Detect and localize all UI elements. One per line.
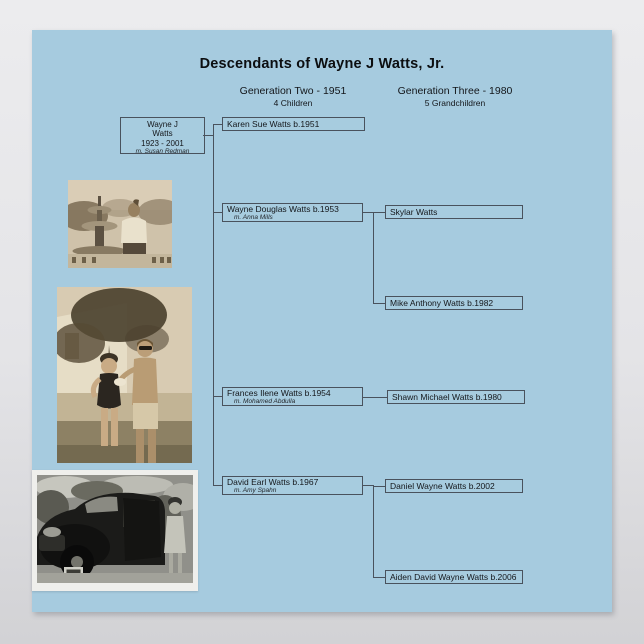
- person-name: Skylar Watts: [390, 207, 438, 217]
- generation-three-header: [355, 85, 555, 108]
- connector-line: [373, 212, 374, 303]
- connector-line: [363, 397, 387, 398]
- node-daniel-wayne-watts: [385, 479, 523, 493]
- poster-title: Descendants of Wayne J Watts, Jr.: [199, 56, 445, 72]
- node-shawn-michael-watts: [387, 390, 525, 404]
- person-name: Mike Anthony Watts b.1982: [390, 298, 494, 308]
- connector-line: [373, 212, 385, 213]
- sepia-photo-image: [68, 180, 172, 268]
- family-tree-poster: [32, 30, 612, 612]
- person-name: Shawn Michael Watts b.1980: [392, 392, 502, 402]
- generation-three-sublabel: 5 Grandchildren: [424, 98, 486, 108]
- connector-line: [363, 485, 373, 486]
- person-marriage: m. Anna Mills: [234, 214, 273, 222]
- connector-line: [373, 577, 385, 578]
- person-name: Aiden David Wayne Watts b.2006: [390, 572, 517, 582]
- person-marriage: m. Amy Spahn: [234, 487, 277, 495]
- person-marriage: m. Susan Redman: [135, 148, 190, 156]
- person-name: Frances Ilene Watts b.1954: [227, 388, 331, 398]
- connector-line: [373, 303, 385, 304]
- connector-line: [213, 485, 222, 486]
- node-wayne-j-watts: [120, 117, 205, 154]
- person-name: Karen Sue Watts b.1951: [227, 119, 320, 129]
- bw-photo-image: [37, 475, 193, 583]
- connector-line: [363, 212, 373, 213]
- node-david-earl-watts: [222, 476, 363, 495]
- person-name: Wayne J: [147, 120, 178, 129]
- photo-couple-outdoors: [57, 287, 192, 463]
- person-years: 1923 - 2001: [141, 138, 184, 148]
- connector-line: [373, 486, 385, 487]
- node-frances-ilene-watts: [222, 387, 363, 406]
- generation-two-sublabel: 4 Children: [273, 98, 313, 108]
- person-marriage: m. Mohamed Abdulla: [234, 398, 296, 406]
- connector-line: [213, 396, 222, 397]
- person-name: Wayne Douglas Watts b.1953: [227, 204, 339, 214]
- person-name: Daniel Wayne Watts b.2002: [390, 481, 495, 491]
- generation-three-label: Generation Three - 1980: [397, 85, 513, 97]
- connector-line: [213, 124, 222, 125]
- connector-line: [373, 485, 374, 577]
- generation-two-label: Generation Two - 1951: [239, 85, 347, 97]
- node-wayne-douglas-watts: [222, 203, 363, 222]
- connector-line: [213, 124, 214, 486]
- person-name: David Earl Watts b.1967: [227, 477, 319, 487]
- node-mike-anthony-watts: [385, 296, 523, 310]
- photo-young-man-by-fountain: [68, 180, 172, 268]
- node-skylar-watts: [385, 205, 523, 219]
- connector-line: [213, 212, 222, 213]
- node-aiden-david-wayne-watts: [385, 570, 523, 584]
- person-name: Watts: [152, 129, 173, 139]
- node-karen-sue-watts: [222, 117, 365, 131]
- photo-vintage-car: [32, 470, 198, 591]
- sepia-photo-image: [57, 287, 192, 463]
